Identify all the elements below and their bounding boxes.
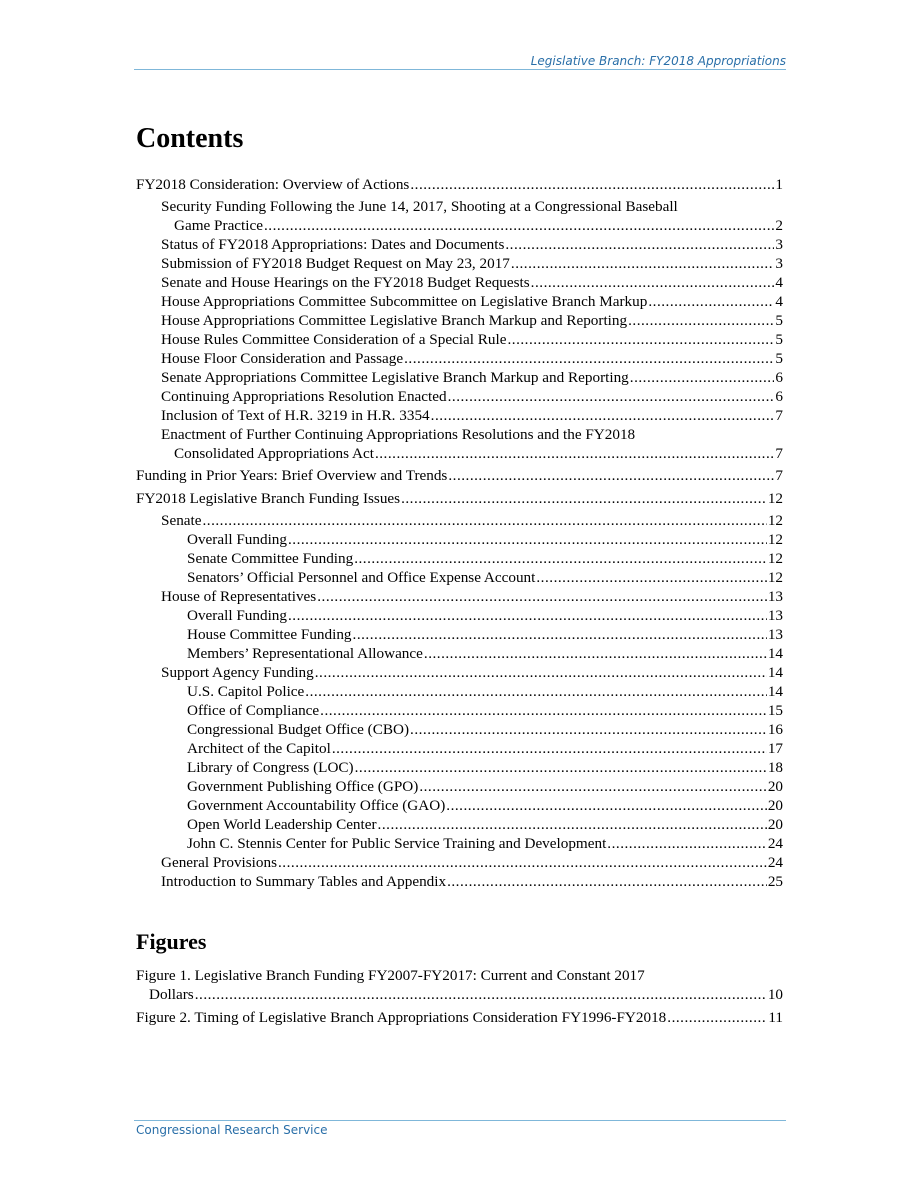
entry-line (187, 720, 783, 739)
running-header: Legislative Branch: FY2018 Appropriations (530, 54, 786, 68)
page-number: 7 (775, 445, 783, 462)
page-number: 25 (767, 872, 783, 890)
page-number: 15 (767, 701, 783, 719)
dot-leader (448, 466, 774, 485)
page-number: 7 (775, 467, 783, 484)
entry-line (161, 254, 783, 273)
entry-title: Senate Committee Funding (187, 549, 354, 567)
page-number: 3 (775, 255, 783, 272)
entry-line (187, 606, 783, 625)
dot-leader (505, 235, 774, 254)
entry-line (187, 625, 783, 644)
entry-line (161, 235, 783, 254)
entry-line (161, 273, 783, 292)
header-rule (134, 69, 786, 70)
toc-entry[interactable] (136, 406, 783, 425)
entry-line (161, 330, 783, 349)
page-number: 4 (775, 274, 783, 291)
dot-leader (305, 682, 767, 701)
toc-entry[interactable] (136, 872, 783, 891)
entry-title: Submission of FY2018 Budget Request on May 23, 2017 (161, 255, 510, 272)
toc-entry[interactable] (136, 644, 783, 663)
entry-title: Library of Congress (LOC) (187, 758, 354, 776)
page-number: 12 (767, 489, 783, 507)
toc-entry[interactable] (136, 815, 783, 834)
dot-leader (375, 444, 774, 463)
entry-line (161, 663, 783, 682)
dot-leader (448, 387, 775, 406)
page-number: 14 (767, 682, 783, 700)
dot-leader (628, 311, 774, 330)
toc-entry[interactable] (136, 758, 783, 777)
entry-line (187, 682, 783, 701)
dot-leader (511, 254, 775, 273)
page-number: 11 (768, 1008, 783, 1026)
entry-title: House Appropriations Committee Legislative Branch Markup and Reporting (161, 312, 628, 329)
page-number: 12 (767, 511, 783, 529)
entry-title: Overall Funding (187, 530, 287, 548)
toc-entry[interactable] (136, 682, 783, 701)
toc-entry[interactable] (136, 739, 783, 758)
toc-entry[interactable] (136, 254, 783, 273)
footer-rule (134, 1120, 786, 1121)
dot-leader (195, 985, 767, 1004)
entry-title: House Appropriations Committee Subcommittee on Legislative Branch Markup (161, 293, 648, 310)
toc-entry[interactable] (136, 853, 783, 872)
toc-entry[interactable] (136, 549, 783, 568)
entry-title-continued: Game Practice (174, 217, 263, 234)
toc-entry[interactable] (136, 530, 783, 549)
entry-line (161, 872, 783, 891)
entry-line (136, 1008, 783, 1027)
entry-title: Open World Leadership Center (187, 815, 377, 833)
dot-leader (378, 815, 767, 834)
dot-leader (354, 549, 767, 568)
dot-leader (278, 853, 767, 872)
page-number: 18 (767, 758, 783, 776)
entry-title: Office of Compliance (187, 701, 320, 719)
page-number: 6 (775, 369, 783, 386)
dot-leader (320, 701, 767, 720)
page-number: 5 (775, 312, 783, 329)
page-number: 14 (767, 663, 783, 681)
entry-title: Security Funding Following the June 14, 2017, Shooting at a Congressional Baseball (161, 198, 678, 215)
page-number: 13 (767, 587, 783, 605)
dot-leader (648, 292, 774, 311)
entry-title: Government Publishing Office (GPO) (187, 777, 419, 795)
toc-entry[interactable] (136, 834, 783, 853)
toc-entry[interactable] (136, 720, 783, 739)
page-number: 12 (767, 530, 783, 548)
entry-title: FY2018 Consideration: Overview of Actions (136, 176, 410, 193)
page-number: 14 (767, 644, 783, 662)
contents-heading: Contents (136, 123, 244, 154)
page-number: 16 (767, 720, 783, 738)
entry-title: General Provisions (161, 853, 277, 871)
entry-title: House Rules Committee Consideration of a Special Rule (161, 331, 507, 348)
list-of-figures (136, 966, 783, 1027)
entry-title: House Floor Consideration and Passage (161, 350, 404, 367)
entry-title: House Committee Funding (187, 625, 352, 643)
dot-leader (317, 587, 767, 606)
page-number: 13 (767, 606, 783, 624)
entry-title: Figure 1. Legislative Branch Funding FY2007-FY2017: Current and Constant 2017 (136, 967, 645, 984)
dot-leader (401, 489, 767, 508)
dot-leader (202, 511, 766, 530)
entry-title: Government Accountability Office (GAO) (187, 796, 446, 814)
figure-entry[interactable] (136, 1008, 783, 1027)
entry-title: Senate Appropriations Committee Legislative Branch Markup and Reporting (161, 369, 629, 386)
toc-entry[interactable] (136, 235, 783, 254)
entry-line (161, 444, 783, 463)
entry-title: Support Agency Funding (161, 663, 314, 681)
entry-line (187, 834, 783, 853)
entry-line (161, 387, 783, 406)
dot-leader (536, 568, 766, 587)
dot-leader (531, 273, 775, 292)
entry-title: Members’ Representational Allowance (187, 644, 423, 662)
toc-entry[interactable] (136, 330, 783, 349)
entry-line (161, 853, 783, 872)
toc-entry[interactable] (136, 292, 783, 311)
dot-leader (446, 796, 767, 815)
dot-leader (667, 1008, 767, 1027)
page-number: 20 (767, 777, 783, 795)
entry-line (161, 587, 783, 606)
dot-leader (288, 530, 767, 549)
page-number: 5 (775, 331, 783, 348)
page-number: 7 (775, 407, 783, 424)
entry-line (161, 511, 783, 530)
entry-line (161, 216, 783, 235)
entry-line (187, 758, 783, 777)
toc-entry[interactable] (136, 273, 783, 292)
entry-line (187, 549, 783, 568)
page-number: 24 (767, 853, 783, 871)
entry-line (136, 489, 783, 508)
toc-entry[interactable] (136, 663, 783, 682)
figure-entry[interactable] (136, 966, 783, 1004)
entry-title: Figure 2. Timing of Legislative Branch Appropriations Consideration FY1996-FY2018 (136, 1008, 667, 1026)
dot-leader (404, 349, 774, 368)
page-number: 4 (775, 293, 783, 310)
entry-line (187, 530, 783, 549)
dot-leader (419, 777, 767, 796)
entry-line (161, 406, 783, 425)
dot-leader (630, 368, 775, 387)
entry-line (187, 815, 783, 834)
toc-entry[interactable] (136, 777, 783, 796)
entry-title: Funding in Prior Years: Brief Overview and Trends (136, 467, 448, 484)
toc-entry[interactable] (136, 587, 783, 606)
entry-title: Architect of the Capitol (187, 739, 331, 757)
page-number: 24 (767, 834, 783, 852)
toc-entry[interactable] (136, 387, 783, 406)
entry-line (187, 568, 783, 587)
figures-heading: Figures (136, 929, 207, 954)
dot-leader (410, 720, 767, 739)
page-number: 20 (767, 796, 783, 814)
toc-entry[interactable] (136, 349, 783, 368)
page-number: 13 (767, 625, 783, 643)
dot-leader (264, 216, 774, 235)
toc-entry[interactable] (136, 701, 783, 720)
toc-entry[interactable] (136, 625, 783, 644)
entry-line (187, 644, 783, 663)
dot-leader (332, 739, 767, 758)
entry-line (136, 466, 783, 485)
dot-leader (410, 175, 774, 194)
entry-title: FY2018 Legislative Branch Funding Issues (136, 489, 401, 507)
entry-title: U.S. Capitol Police (187, 682, 305, 700)
toc-entry[interactable] (136, 425, 783, 463)
page-number: 20 (767, 815, 783, 833)
entry-line (161, 368, 783, 387)
dot-leader (353, 625, 767, 644)
entry-title: Overall Funding (187, 606, 287, 624)
page-number: 6 (775, 388, 783, 405)
entry-title: Senate and House Hearings on the FY2018 Budget Requests (161, 274, 530, 291)
page-number: 10 (767, 986, 783, 1003)
toc-entry[interactable] (136, 511, 783, 530)
page-number: 12 (767, 568, 783, 586)
dot-leader (424, 644, 767, 663)
entry-line (161, 292, 783, 311)
entry-title: Introduction to Summary Tables and Appendix (161, 872, 447, 890)
page-number: 5 (775, 350, 783, 367)
entry-line (161, 311, 783, 330)
entry-title: Inclusion of Text of H.R. 3219 in H.R. 3354 (161, 407, 430, 424)
entry-title: Continuing Appropriations Resolution Enacted (161, 388, 447, 405)
entry-title: Senators’ Official Personnel and Office Expense Account (187, 568, 536, 586)
dot-leader (607, 834, 767, 853)
toc-entry[interactable] (136, 796, 783, 815)
dot-leader (315, 663, 767, 682)
entry-title: John C. Stennis Center for Public Service Training and Development (187, 834, 607, 852)
entry-title-continued: Consolidated Appropriations Act (174, 445, 374, 462)
entry-line (187, 739, 783, 758)
toc-entry[interactable] (136, 197, 783, 235)
entry-title: Enactment of Further Continuing Appropriations Resolutions and the FY2018 (161, 426, 636, 443)
entry-line (187, 796, 783, 815)
toc-entry[interactable] (136, 568, 783, 587)
dot-leader (288, 606, 767, 625)
page-number: 3 (775, 236, 783, 253)
page-number: 12 (767, 549, 783, 567)
dot-leader (355, 758, 767, 777)
dot-leader (507, 330, 774, 349)
table-of-contents (136, 175, 783, 891)
toc-entry[interactable] (136, 466, 783, 485)
entry-title: House of Representatives (161, 587, 317, 605)
dot-leader (431, 406, 775, 425)
toc-entry[interactable] (136, 489, 783, 508)
entry-title: Congressional Budget Office (CBO) (187, 720, 410, 738)
entry-line (187, 701, 783, 720)
page-number: 2 (775, 217, 783, 234)
toc-entry[interactable] (136, 175, 783, 194)
entry-line (187, 777, 783, 796)
entry-title: Status of FY2018 Appropriations: Dates and Documents (161, 236, 505, 253)
toc-entry[interactable] (136, 311, 783, 330)
toc-entry[interactable] (136, 606, 783, 625)
entry-line (136, 175, 783, 194)
toc-entry[interactable] (136, 368, 783, 387)
page-number: 17 (767, 739, 783, 757)
dot-leader (447, 872, 767, 891)
entry-title: Senate (161, 511, 202, 529)
entry-title-continued: Dollars (149, 986, 194, 1003)
entry-line (136, 985, 783, 1004)
footer-text: Congressional Research Service (136, 1123, 328, 1137)
entry-line (161, 349, 783, 368)
page-number: 1 (775, 176, 783, 193)
